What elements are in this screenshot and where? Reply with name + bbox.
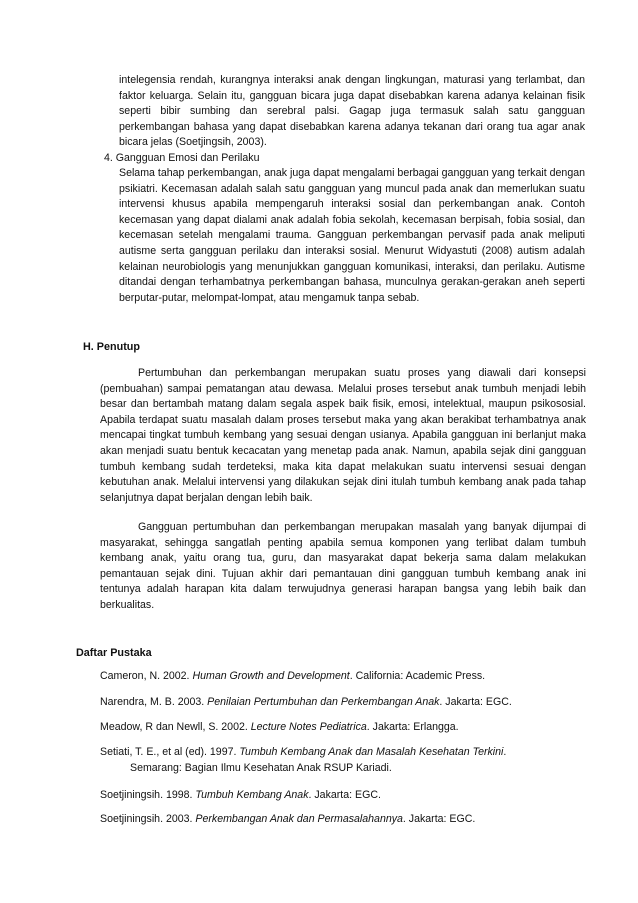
reference-item: Cameron, N. 2002. Human Growth and Development. California: Academic Press.	[100, 670, 486, 682]
reference-item: Narendra, M. B. 2003. Penilaian Pertumbuhan dan Perkembangan Anak. Jakarta: EGC.	[100, 696, 512, 708]
reference-item: Soetjiningsih. 1998. Tumbuh Kembang Anak. Jakarta: EGC.	[100, 789, 381, 801]
reference-item: Meadow, R dan Newll, S. 2002. Lecture Notes Pediatrica. Jakarta: Erlangga.	[100, 721, 459, 733]
item-4-title: 4. Gangguan Emosi dan Perilaku	[104, 152, 260, 164]
reference-item: Soetjiningsih. 2003. Perkembangan Anak dan Permasalahannya. Jakarta: EGC.	[100, 813, 476, 825]
item-4-body: Selama tahap perkembangan, anak juga dapat mengalami berbagai gangguan yang terkait dengan psikiatri. Kecemasan adalah salah satu gangguan yang muncul pada anak dan memerlukan suatu intervensi khusus apabila mempengaruh interaksi sosial dan perkembangan anak. Contoh kecemasan yang dapat dialami anak adalah fobia sekolah, kecemasan berpisah, fobia sosial, dan kecemasan setelah mengalami trauma. Gangguan perkembangan pervasif pada anak meliputi autisme serta gangguan perilaku dan interaksi sosial. Menurut Widyastuti (2008) autism adalah kelainan neurobiologis yang menunjukkan gangguan komunikasi, interaksi, dan perilaku. Autisme ditandai dengan terhambatnya perkembangan bahasa, munculnya gerakan-gerakan aneh seperti berputar-putar, melompat-lompat, atau mengamuk tanpa sebab.	[119, 167, 585, 304]
intro-paragraph: intelegensia rendah, kurangnya interaksi anak dengan lingkungan, maturasi yang terlambat, dan faktor keluarga. Selain itu, gangguan bicara juga dapat disebabkan karena adanya kelainan fisik seperti bibir sumbing dan serebral palsi. Gagap juga termasuk salah satu gangguan perkembangan bahasa yang dapat disebabkan karena adanya tekanan dari orang tua agar anak bicara jelas (Soetjingsih, 2003).	[119, 74, 585, 149]
penutup-paragraph-2: Gangguan pertumbuhan dan perkembangan merupakan masalah yang banyak dijumpai di masyarakat, sehingga sangatlah penting apabila semua komponen yang terlibat dalam tumbuh kembang anak, yaitu orang tua, guru, dan masyarakat dapat bekerja sama dalam melakukan pemantauan sejak dini. Tujuan akhir dari pemantauan dini gangguan tumbuh kembang anak ini tentunya adalah harapan kita dalam terwujudnya generasi harapan bangsa yang lebih baik dan berkualitas.	[100, 521, 586, 611]
penutup-paragraph-1: Pertumbuhan dan perkembangan merupakan suatu proses yang diawali dari konsepsi (pembuahan) sampai pematangan atau dewasa. Melalui proses tersebut anak tumbuh menjadi lebih besar dan bertambah matang dalam segala aspek baik fisik, emosi, intelektual, maupun psikososial. Apabila terdapat suatu masalah dalam proses tersebut maka yang akan berakibat terhambatnya anak mencapai tingkat tumbuh kembang yang sesuai dengan usianya. Apabila gangguan ini berlanjut maka akan menjadi suatu bentuk kecacatan yang menetap pada anak. Namun, apabila sejak dini gangguan tumbuh kembang sudah terdeteksi, maka kita dapat melakukan suatu intervensi sesuai dengan kebutuhan anak. Melalui intervensi yang dilakukan sejak dini itulah tumbuh kembang anak pada tahap selanjutnya dapat berjalan dengan lebih baik.	[100, 367, 586, 504]
reference-continuation: Semarang: Bagian Ilmu Kesehatan Anak RSUP Kariadi.	[130, 761, 392, 774]
references-heading: Daftar Pustaka	[76, 647, 152, 659]
reference-item: Setiati, T. E., et al (ed). 1997. Tumbuh Kembang Anak dan Masalah Kesehatan Terkini. Semarang: Bagian Ilmu Kesehatan Anak RSUP Kariadi.	[100, 745, 590, 776]
penutup-heading: H. Penutup	[83, 341, 140, 353]
